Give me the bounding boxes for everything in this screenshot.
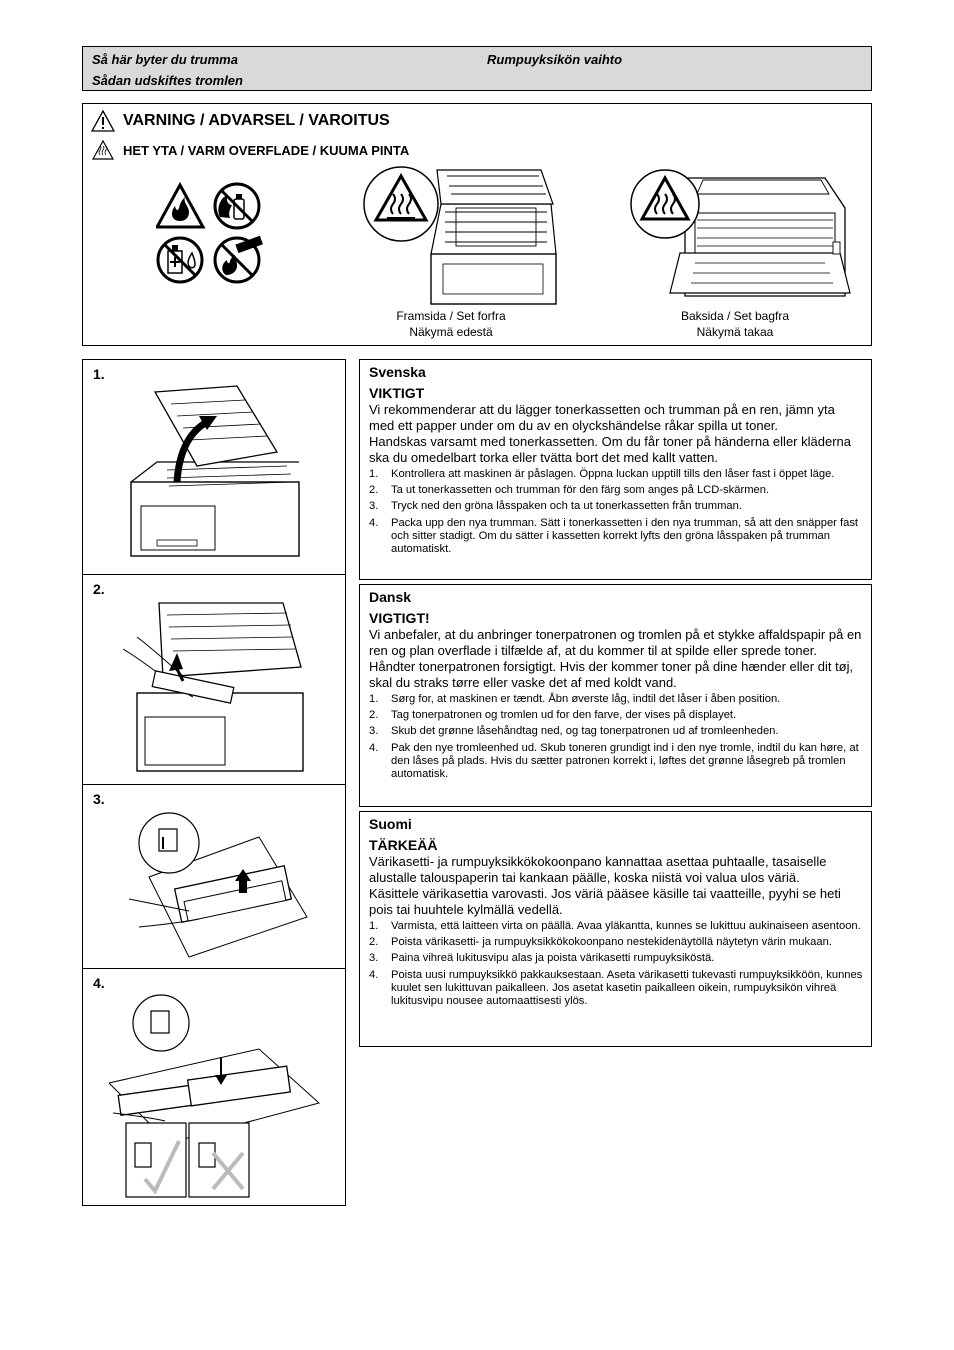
header-title-sv: Så här byter du trumma	[92, 52, 238, 67]
step-number: 4.	[93, 975, 105, 991]
step-1-panel	[82, 359, 346, 575]
step-number: 3.	[93, 791, 105, 807]
front-caption-line-1: Framsida / Set forfra	[396, 309, 506, 323]
step-2-illustration	[123, 597, 313, 777]
warning-box	[82, 103, 872, 346]
step-number: 1.	[93, 366, 105, 382]
list-item: 4. Poista uusi rumpuyksikkö pakkauksestaan. Aseta värikasetti tukevasti rumpuyksikköön, kunnes kuulet sen lukittuvan paikalleen. Jos asetat kasetin paikalleen oikein, rumpuyksikön vihreä lukitusvipu nousee automaattisesti ylös.	[369, 968, 863, 1008]
lang-name: Svenska	[369, 364, 426, 380]
front-caption-line-2: Näkymä edestä	[409, 325, 493, 339]
step-number: 2.	[93, 581, 105, 597]
header-title-da: Sådan udskiftes tromlen	[92, 73, 243, 88]
intro-paragraph: Käsittele värikasettia varovasti. Jos väriä pääsee käsille tai vaatteille, pyyhi se heti pois tai huuhtele kylmällä vedellä.	[369, 886, 841, 917]
important-heading: VIKTIGT	[369, 385, 425, 401]
list-item: 2. Tag tonerpatronen og tromlen ud for den farve, der vises på displayet.	[369, 709, 737, 722]
list-item: 2. Poista värikasetti- ja rumpuyksikkökokoonpano nestekidenäytöllä näytetyn värin mukaan.	[369, 936, 832, 949]
step-4-illustration	[109, 993, 323, 1201]
page-header	[82, 46, 872, 91]
incorrect-example-icon	[189, 1123, 249, 1197]
intro-paragraph: Handskas varsamt med tonerkassetten. Om du får toner på händerna eller kläderna ska du omedelbart torka eller tvätta bort det med kallt vatten.	[369, 434, 851, 465]
no-liquid-icon	[158, 238, 202, 282]
back-view-caption	[655, 308, 815, 340]
no-fire-toner-icon	[215, 236, 263, 282]
important-heading: TÄRKEÄÄ	[369, 837, 438, 853]
flammable-icon	[157, 185, 203, 227]
list-item: 1. Kontrollera att maskinen är påslagen. Öppna luckan upptill tills den låser fast i öppet läge.	[369, 468, 835, 480]
step-3-illustration	[129, 807, 309, 965]
list-item: 1. Varmista, että laitteen virta on päällä. Avaa yläkantta, kunnes se lukittuu aukinaiseen asentoon.	[369, 920, 861, 932]
correct-example-icon	[126, 1123, 186, 1197]
important-heading: VIGTIGT!	[369, 610, 430, 626]
printer-back-illustration	[625, 168, 851, 300]
warning-title: VARNING / ADVARSEL / VAROITUS	[123, 112, 390, 129]
warning-subtitle: HET YTA / VARM OVERFLADE / KUUMA PINTA	[123, 143, 410, 158]
step-2-panel	[82, 574, 346, 785]
list-item: 3. Skub det grønne låsehåndtag ned, og tag tonerpatronen ud af tromleenheden.	[369, 725, 779, 738]
lang-box-dansk	[359, 584, 872, 807]
list-item: 1. Sørg for, at maskinen er tændt. Åbn øverste låg, indtil det låser i åben position.	[369, 693, 781, 705]
intro-paragraph: Värikasetti- ja rumpuyksikkökokoonpano kannattaa asettaa puhtaalle, tasaiselle alustalle talouspaperin tai kankaan päälle, koska niistä voi valua ulos väriä.	[369, 854, 827, 885]
list-item: 4. Packa upp den nya trumman. Sätt i tonerkassetten i den nya trumman, så att den snäpper fast och sitter stadigt. Om du sätter i kassetten korrekt lyfts den gröna låsspaken på trumman automatiskt.	[369, 516, 859, 556]
back-caption-line-2: Näkymä takaa	[696, 325, 774, 339]
instruction-list	[369, 920, 863, 1008]
step-1-illustration	[127, 382, 307, 562]
no-spray-icon	[215, 184, 259, 228]
instruction-list	[369, 693, 863, 781]
lang-name: Dansk	[369, 589, 412, 605]
front-view-caption	[371, 308, 531, 340]
step-4-panel	[82, 968, 346, 1206]
lang-box-svenska	[359, 359, 872, 580]
intro-paragraph: Vi rekommenderar att du lägger tonerkassetten och trumman på en ren, jämn yta med ett papper under om du av en olyckshändelse råkar spilla ut toner.	[369, 402, 835, 433]
lang-box-suomi	[359, 811, 872, 1047]
list-item: 3. Paina vihreä lukitusvipu alas ja poista värikasetti rumpuyksiköstä.	[369, 952, 715, 965]
list-item: 4. Pak den nye tromleenhed ud. Skub toneren grundigt ind i den nye tromle, indtil du kan høre, at den låses på plads. Hvis du sætter patronen korrekt i, løftes det grønne låsegreb på tromlen automatisk.	[369, 741, 859, 781]
hot-surface-triangle-icon	[92, 140, 114, 160]
intro-paragraph: Håndter tonerpatronen forsigtigt. Hvis der kommer toner på dine hænder eller dit tøj, skal du straks tørre eller vaske det af med koldt vand.	[369, 659, 854, 690]
header-title-fi: Rumpuyksikön vaihto	[487, 52, 623, 67]
list-item: 2. Ta ut tonerkassetten och trumman för den färg som anges på LCD-skärmen.	[369, 484, 770, 497]
lang-name: Suomi	[369, 816, 412, 832]
back-caption-line-1: Baksida / Set bagfra	[680, 309, 790, 323]
printer-front-illustration	[361, 164, 573, 306]
instruction-list	[369, 468, 863, 556]
safety-icons-group	[156, 181, 264, 285]
warning-triangle-icon	[91, 110, 115, 132]
intro-paragraph: Vi anbefaler, at du anbringer tonerpatronen og tromlen på et stykke affaldspapir på en ren og plan overflade i tilfælde af, at du kommer til at spilde eller sprede toner.	[369, 627, 862, 658]
step-3-panel	[82, 784, 346, 969]
list-item: 3. Tryck ned den gröna låsspaken och ta ut tonerkassetten från trumman.	[369, 500, 742, 513]
